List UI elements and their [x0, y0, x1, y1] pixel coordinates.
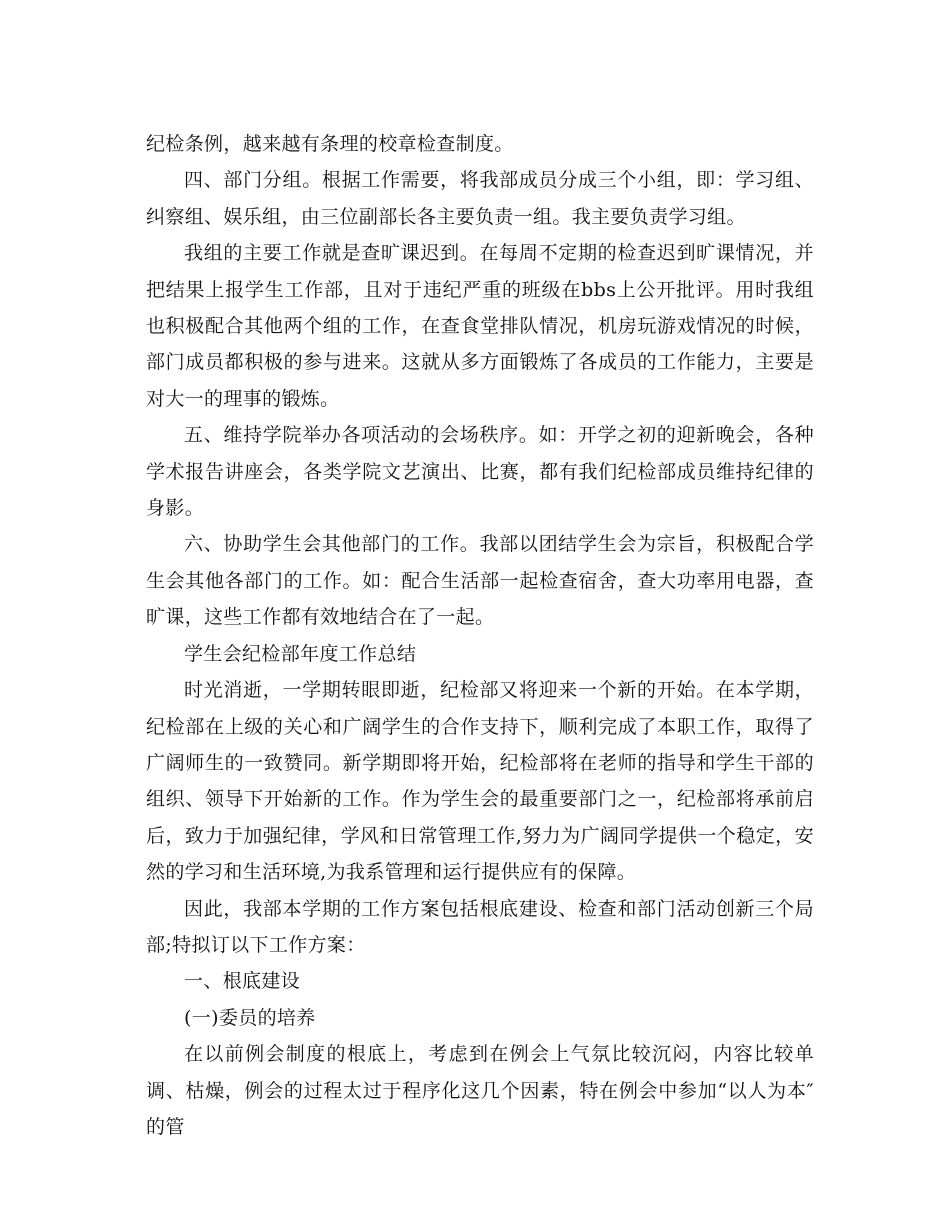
- paragraph-8: 因此，我部本学期的工作方案包括根底建设、检查和部门活动创新三个局部;特拟订以下工作方案：: [146, 897, 814, 956]
- section-heading-1: 一、根底建设: [184, 970, 301, 993]
- paragraph-4: 五、维持学院举办各项活动的会场秩序。如：开学之初的迎新晚会，各种学术报告讲座会，各类学院文艺演出、比赛，都有我们纪检部成员维持纪律的身影。: [146, 424, 814, 520]
- section-heading-summary: 学生会纪检部年度工作总结: [184, 642, 417, 665]
- paragraph-1: 纪检条例，越来越有条理的校章检查制度。: [146, 133, 514, 155]
- paragraph-3: 我组的主要工作就是查旷课迟到。在每周不定期的检查迟到旷课情况，并把结果上报学生工作部，且对于违纪严重的班级在bbs上公开批评。用时我组也积极配合其他两个组的工作，在查食堂排队情况，机房玩游戏情况的时候，部门成员都积极的参与进来。这就从多方面锻炼了各成员的工作能力，主要是对大一的理事的锻炼。: [146, 242, 814, 410]
- paragraph-7: 时光消逝，一学期转眼即逝，纪检部又将迎来一个新的开始。在本学期，纪检部在上级的关心和广阔学生的合作支持下，顺利完成了本职工作，取得了广阔师生的一致赞同。新学期即将开始，纪检部将在老师的指导和学生干部的组织、领导下开始新的工作。作为学生会的最重要部门之一，纪检部将承前启后，致力于加强纪律，学风和日常管理工作,努力为广阔同学提供一个稳定，安然的学习和生活环境,为我系管理和运行提供应有的保障。: [146, 679, 814, 884]
- paragraph-11: 在以前例会制度的根底上，考虑到在例会上气氛比较沉闷，内容比较单调、枯燥，例会的过程太过于程序化这几个因素，特在例会中参加“以人为本″的管: [146, 1043, 814, 1138]
- paragraph-2: 四、部门分组。根据工作需要，将我部成员分成三个小组，即：学习组、纠察组、娱乐组，由三位副部长各主要负责一组。我主要负责学习组。: [146, 169, 814, 228]
- subsection-heading-1: (一)委员的培养: [184, 1006, 316, 1029]
- paragraph-5: 六、协助学生会其他部门的工作。我部以团结学生会为宗旨，积极配合学生会其他各部门的工作。如：配合生活部一起检查宿舍，查大功率用电器，查旷课，这些工作都有效地结合在了一起。: [146, 533, 814, 629]
- document-body: [146, 126, 814, 1145]
